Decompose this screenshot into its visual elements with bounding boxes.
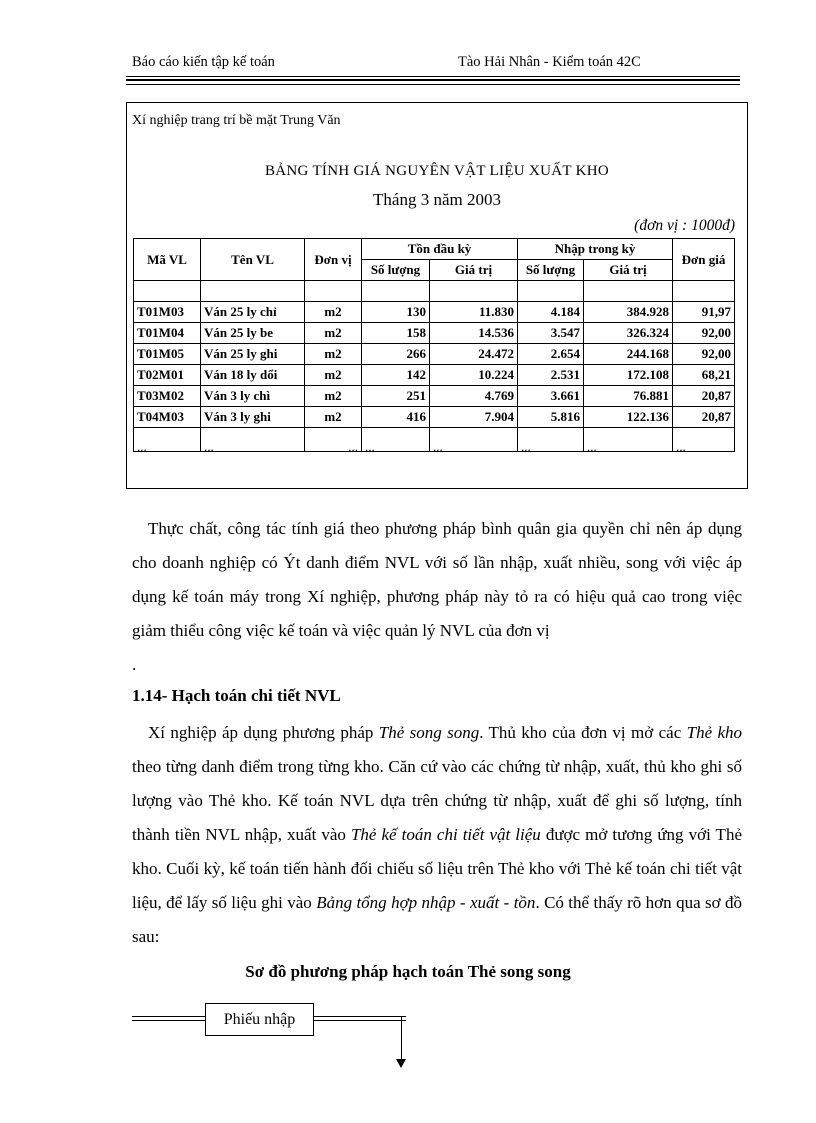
cell-gt1: 14.536 — [430, 323, 518, 344]
col-ma-vl: Mã VL — [134, 239, 201, 281]
cell-ten: Ván 3 ly chì — [201, 386, 305, 407]
col-so-luong-2: Số lượng — [518, 260, 584, 281]
col-gia-tri-2: Giá trị — [584, 260, 673, 281]
table-subtitle: Tháng 3 năm 2003 — [373, 190, 501, 209]
diagram-line-right-top — [314, 1016, 406, 1017]
cell-dv: m2 — [305, 365, 362, 386]
header-left: Báo cáo kiến tập kế toán — [132, 54, 275, 70]
col-don-gia: Đơn giá — [673, 239, 735, 281]
cell-gt2: 76.881 — [584, 386, 673, 407]
cell-sl1: 416 — [362, 407, 430, 428]
p2-italic-3: Thẻ kế toán chi tiết vật liệu — [350, 825, 541, 844]
company-name: Xí nghiệp trang trí bề mặt Trung Văn — [132, 113, 341, 128]
cell-dv: m2 — [305, 302, 362, 323]
diagram-line-right-bottom — [314, 1020, 406, 1021]
cell-ten: Ván 18 ly dổi — [201, 365, 305, 386]
cell-dg: 20,87 — [673, 407, 735, 428]
p2-text-1: Xí nghiệp áp dụng phương pháp — [148, 723, 379, 742]
cell-gt2: 384.928 — [584, 302, 673, 323]
cell-sl2: 2.654 — [518, 344, 584, 365]
cell-dv: m2 — [305, 386, 362, 407]
cell-dg: 91,97 — [673, 302, 735, 323]
p2-text-2: . Thủ kho của đơn vị mở các — [479, 723, 687, 742]
p2-italic-2: Thẻ kho — [686, 723, 743, 742]
diagram-title: Sơ đồ phương pháp hạch toán Thẻ song song — [245, 962, 571, 981]
cell-gt1: 24.472 — [430, 344, 518, 365]
diagram-line-left-top — [132, 1016, 205, 1017]
cell-gt1: 11.830 — [430, 302, 518, 323]
cell-ten: Ván 25 ly ghi — [201, 344, 305, 365]
cell-sl2: 2.531 — [518, 365, 584, 386]
table-row — [134, 407, 735, 428]
ellipsis-cell: ... — [305, 428, 362, 452]
p2-text-4: được mở tương ứng với Thẻ kho. Cuối kỳ, kế toán tiến hành đối chiếu số liệu trên Thẻ kho với Thẻ kế toán chi tiết vật liệu, để lấy số liệu ghi vào — [132, 825, 742, 912]
ellipsis-cell: ... — [673, 428, 735, 452]
cell-sl1: 130 — [362, 302, 430, 323]
cell-ten: Ván 25 ly be — [201, 323, 305, 344]
cell-ma: T02M01 — [134, 365, 201, 386]
col-so-luong-1: Số lượng — [362, 260, 430, 281]
cell-dg: 20,87 — [673, 386, 735, 407]
cell-gt2: 326.324 — [584, 323, 673, 344]
cell-ten: Ván 25 ly chỉ — [201, 302, 305, 323]
p2-text-5: . Có thể thấy rõ hơn qua sơ đồ sau: — [132, 893, 743, 946]
cell-sl1: 158 — [362, 323, 430, 344]
ellipsis-cell: ... — [362, 428, 430, 452]
ellipsis-cell: ... — [584, 428, 673, 452]
cell-ma: T01M05 — [134, 344, 201, 365]
header-rule-1 — [126, 76, 740, 77]
p2-italic-4: Bảng tổng hợp nhập - xuất - tồn — [316, 893, 536, 912]
table-row — [134, 365, 735, 386]
ellipsis-cell: ... — [134, 428, 201, 452]
paragraph-1-tail: . — [132, 655, 137, 674]
cell-sl2: 3.661 — [518, 386, 584, 407]
material-price-table — [133, 238, 735, 452]
cell-ten: Ván 3 ly ghi — [201, 407, 305, 428]
col-gia-tri-1: Giá trị — [430, 260, 518, 281]
col-don-vi: Đơn vị — [305, 239, 362, 281]
header-right: Tào Hải Nhân - Kiểm toán 42C — [458, 54, 641, 70]
table-row — [134, 386, 735, 407]
p2-text-3: theo từng danh điểm trong từng kho. Căn cứ vào các chứng từ nhập, xuất, thủ kho ghi số lượng vào Thẻ kho. Kế toán NVL dựa trên chứng từ nhập, xuất để ghi số lượng, tính thành tiền NVL nhập, xuất vào — [132, 757, 742, 844]
col-nhap-trong-ky: Nhập trong kỳ — [518, 239, 673, 260]
cell-dg: 68,21 — [673, 365, 735, 386]
cell-ma: T03M02 — [134, 386, 201, 407]
table-row — [134, 302, 735, 323]
cell-gt2: 122.136 — [584, 407, 673, 428]
cell-sl2: 4.184 — [518, 302, 584, 323]
header-rule-3 — [126, 84, 740, 85]
paragraph-1 — [132, 512, 742, 682]
cell-dv: m2 — [305, 407, 362, 428]
ellipsis-cell: ... — [201, 428, 305, 452]
cell-dg: 92,00 — [673, 323, 735, 344]
table-row — [134, 323, 735, 344]
col-ton-dau-ky: Tồn đầu kỳ — [362, 239, 518, 260]
cell-gt2: 244.168 — [584, 344, 673, 365]
cell-sl1: 266 — [362, 344, 430, 365]
cell-gt1: 10.224 — [430, 365, 518, 386]
paragraph-2 — [132, 716, 742, 954]
cell-sl2: 5.816 — [518, 407, 584, 428]
cell-dv: m2 — [305, 344, 362, 365]
arrow-down-icon — [396, 1059, 406, 1068]
cell-gt1: 4.769 — [430, 386, 518, 407]
cell-dg: 92,00 — [673, 344, 735, 365]
table-title: BẢNG TÍNH GIÁ NGUYÊN VẬT LIỆU XUẤT KHO — [264, 163, 609, 179]
cell-ma: T01M04 — [134, 323, 201, 344]
cell-gt1: 7.904 — [430, 407, 518, 428]
ellipsis-cell: ... — [430, 428, 518, 452]
header-rule-2 — [126, 79, 740, 81]
p2-italic-1: Thẻ song song — [378, 723, 480, 742]
cell-ma: T04M03 — [134, 407, 201, 428]
cell-dv: m2 — [305, 323, 362, 344]
cell-ma: T01M03 — [134, 302, 201, 323]
diagram-arrow-line — [401, 1016, 402, 1060]
paragraph-1-text: Thực chất, công tác tính giá theo phương pháp bình quân gia quyền chỉ nên áp dụng cho doanh nghiệp có Ýt danh điểm NVL với số lần nhập, xuất nhiều, song với việc áp dụng kế toán máy trong Xí nghiệp, phương pháp này tỏ ra có hiệu quả cao trong việc giảm thiểu công việc kế toán và việc quản lý NVL của đơn vị — [132, 519, 742, 640]
unit-note: (đơn vị : 1000đ) — [634, 217, 735, 234]
col-ten-vl: Tên VL — [201, 239, 305, 281]
ellipsis-cell: ... — [518, 428, 584, 452]
cell-sl2: 3.547 — [518, 323, 584, 344]
cell-sl1: 142 — [362, 365, 430, 386]
cell-sl1: 251 — [362, 386, 430, 407]
section-heading: 1.14- Hạch toán chi tiết NVL — [132, 686, 341, 705]
table-row-ellipsis — [134, 428, 735, 452]
diagram-line-left-bottom — [132, 1020, 205, 1021]
table-row — [134, 344, 735, 365]
cell-gt2: 172.108 — [584, 365, 673, 386]
phieu-nhap-box: Phiếu nhập — [205, 1003, 314, 1036]
